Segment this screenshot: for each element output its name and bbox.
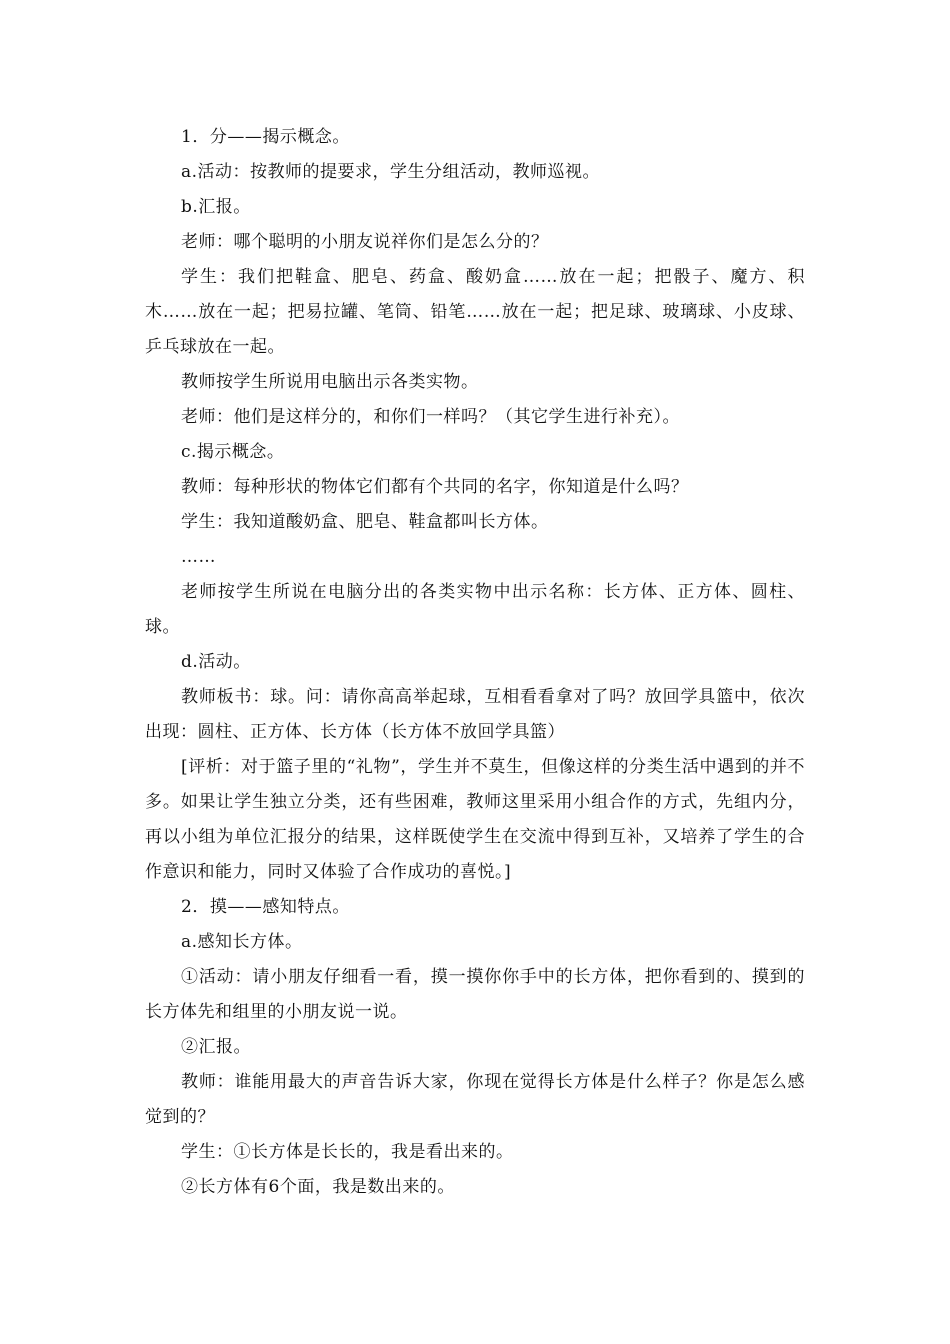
document-body: [145, 120, 805, 1205]
paragraph-teacher-name-question: 教师：每种形状的物体它们都有个共同的名字，你知道是什么吗？: [181, 477, 689, 497]
paragraph-student-answer: 学生：我们把鞋盒、肥皂、药盒、酸奶盒……放在一起；把骰子、魔方、积木……放在一起；把易拉罐、笔筒、铅笔……放在一起；把足球、玻璃球、小皮球、乒乓球放在一起。: [145, 267, 805, 357]
paragraph-teacher-loud: 教师：谁能用最大的声音告诉大家，你现在觉得长方体是什么样子？你是怎么感觉到的？: [145, 1072, 805, 1127]
paragraph-computer-display: 教师按学生所说用电脑出示各类实物。: [181, 372, 479, 392]
paragraph-activity-1: ①活动：请小朋友仔细看一看，摸一摸你你手中的长方体，把你看到的、摸到的长方体先和组里的小朋友说一说。: [145, 967, 805, 1022]
paragraph-board-writing: 教师板书：球。问：请你高高举起球，互相看看拿对了吗？放回学具篮中，依次出现：圆柱、正方体、长方体（长方体不放回学具篮）: [145, 687, 805, 742]
paragraph-commentary: [评析：对于篮子里的“礼物”，学生并不莫生，但像这样的分类生活中遇到的并不多。如果让学生独立分类，还有些困难，教师这里采用小组合作的方式，先组内分，再以小组为单位汇报分的结果，这样既使学生在交流中得到互补，又培养了学生的合作意识和能力，同时又体验了合作成功的喜悦。]: [145, 757, 805, 882]
paragraph-teacher-question: 老师：哪个聪明的小朋友说祥你们是怎么分的？: [181, 232, 549, 252]
heading-1-divide: 1．分——揭示概念。: [181, 127, 350, 147]
paragraph-student-cuboid: 学生：我知道酸奶盒、肥皂、鞋盒都叫长方体。: [181, 512, 549, 532]
paragraph-show-names: 老师按学生所说在电脑分出的各类实物中出示名称：长方体、正方体、圆柱、球。: [145, 582, 805, 637]
paragraph-teacher-compare: 老师：他们是这样分的，和你们一样吗？（其它学生进行补充）。: [181, 407, 680, 427]
paragraph-report-2: ②汇报。: [181, 1037, 251, 1057]
paragraph-ellipsis: ……: [181, 547, 216, 567]
paragraph-perceive-cuboid-a: a.感知长方体。: [181, 932, 303, 952]
paragraph-report-b: b.汇报。: [181, 197, 251, 217]
heading-2-touch: 2．摸——感知特点。: [181, 897, 350, 917]
paragraph-activity-d: d.活动。: [181, 652, 251, 672]
paragraph-activity-a: a.活动：按教师的提要求，学生分组活动，教师巡视。: [181, 162, 601, 182]
paragraph-reveal-concept-c: c.揭示概念。: [181, 442, 285, 462]
paragraph-student-long: 学生：①长方体是长长的，我是看出来的。: [181, 1142, 514, 1162]
paragraph-six-faces: ②长方体有6个面，我是数出来的。: [181, 1177, 455, 1197]
